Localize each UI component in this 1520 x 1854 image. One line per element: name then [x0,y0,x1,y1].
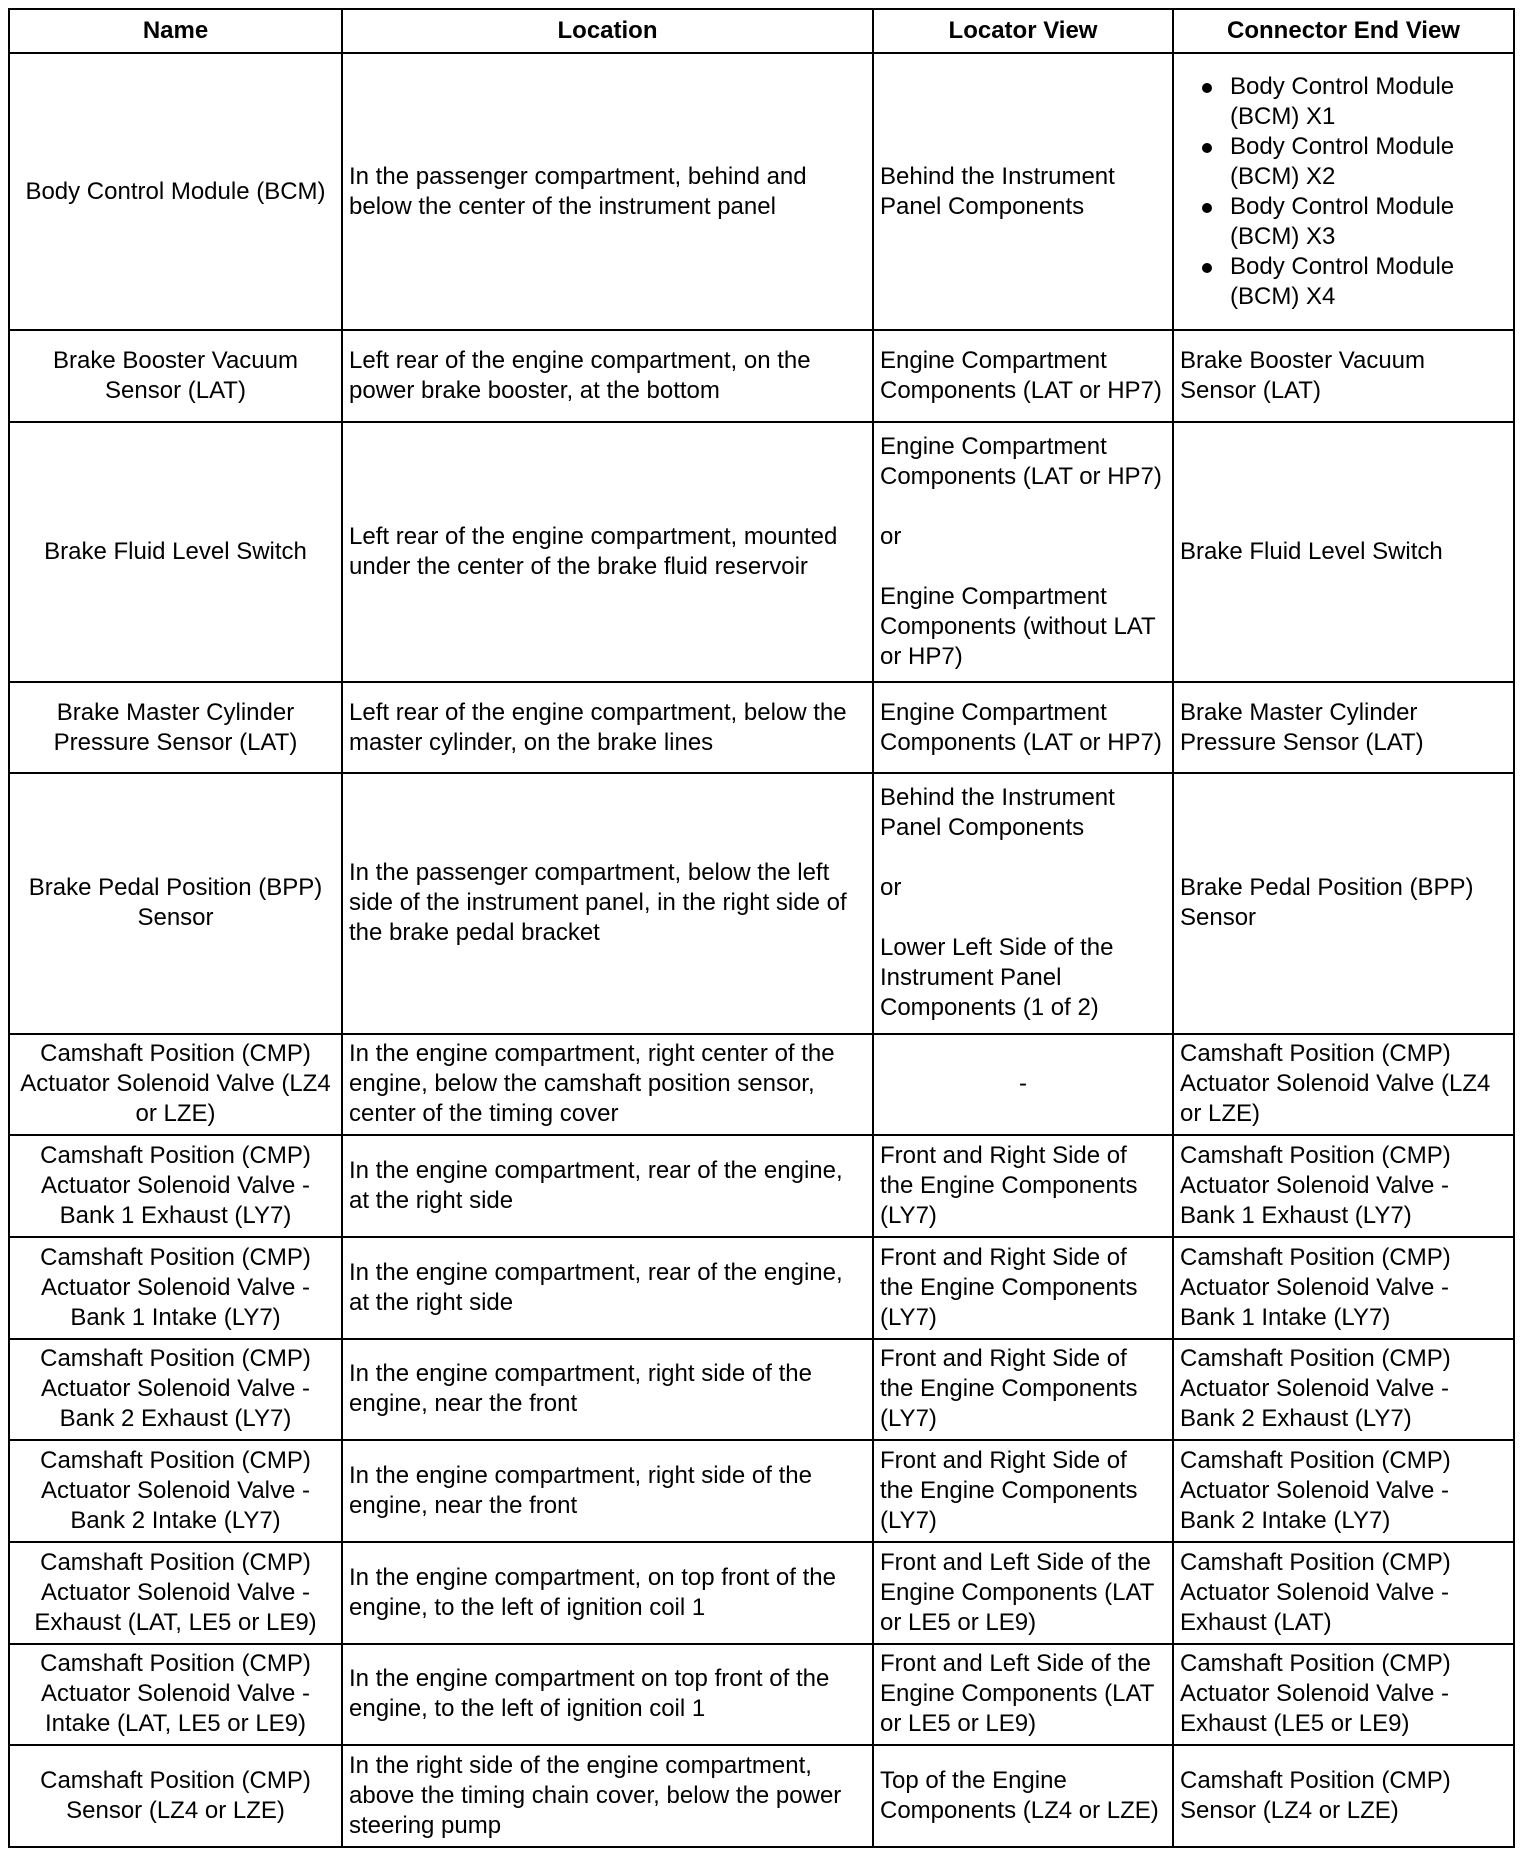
locator-separator: or [880,874,902,902]
locator-link[interactable]: Front and Left Side of the Engine Components (LAT or LE5 or LE9) [880,1548,1154,1636]
cell-name: Camshaft Position (CMP) Actuator Solenoid Valve - Bank 2 Intake (LY7) [9,1440,342,1542]
connector-link[interactable]: Brake Master Cylinder Pressure Sensor (LAT) [1180,698,1424,756]
cell-location: In the engine compartment, right side of the engine, near the front [342,1440,873,1542]
locator-link[interactable]: Front and Right Side of the Engine Components (LY7) [880,1142,1138,1230]
cell-location: In the engine compartment, rear of the engine, at the right side [342,1135,873,1237]
cell-locator-view [873,682,1173,773]
cell-locator-view [873,1745,1173,1847]
cell-location: In the engine compartment, rear of the engine, at the right side [342,1237,873,1339]
table-row [9,1237,1514,1339]
table-row [9,1745,1514,1847]
locator-link[interactable]: Lower Left Side of the Instrument Panel Components (1 of 2) [880,934,1114,1022]
connector-link[interactable]: Camshaft Position (CMP) Actuator Solenoid Valve - Exhaust (LAT) [1180,1548,1451,1636]
cell-name: Brake Pedal Position (BPP) Sensor [9,773,342,1034]
connector-link[interactable]: Brake Booster Vacuum Sensor (LAT) [1180,346,1426,404]
cell-connector-end-view [1173,1542,1514,1644]
connector-link[interactable]: Camshaft Position (CMP) Actuator Solenoid Valve - Bank 1 Exhaust (LY7) [1180,1142,1451,1230]
cell-connector-end-view [1173,773,1514,1034]
header-name: Name [9,9,342,53]
locator-link[interactable]: Engine Compartment Components (LAT or HP7) [880,698,1162,756]
locator-link[interactable]: Front and Right Side of the Engine Components (LY7) [880,1243,1138,1331]
connector-link[interactable]: Camshaft Position (CMP) Actuator Solenoid Valve (LZ4 or LZE) [1180,1040,1491,1128]
header-location: Location [342,9,873,53]
cell-location: In the engine compartment, on top front of the engine, to the left of ignition coil 1 [342,1542,873,1644]
cell-name: Camshaft Position (CMP) Actuator Solenoid Valve - Exhaust (LAT, LE5 or LE9) [9,1542,342,1644]
connector-link[interactable]: Camshaft Position (CMP) Actuator Solenoid Valve - Exhaust (LE5 or LE9) [1180,1650,1451,1738]
table-row [9,1034,1514,1136]
header-locator-view: Locator View [873,9,1173,53]
cell-connector-end-view [1173,53,1514,330]
connector-list-item [1194,192,1507,252]
cell-name: Camshaft Position (CMP) Actuator Solenoid Valve - Bank 1 Intake (LY7) [9,1237,342,1339]
locator-link[interactable]: Front and Right Side of the Engine Components (LY7) [880,1345,1138,1433]
cell-name: Brake Master Cylinder Pressure Sensor (LAT) [9,682,342,773]
cell-connector-end-view [1173,1339,1514,1441]
locator-separator: or [880,522,902,550]
locator-link[interactable]: Behind the Instrument Panel Components [880,162,1115,220]
cell-name: Camshaft Position (CMP) Actuator Solenoid Valve - Intake (LAT, LE5 or LE9) [9,1644,342,1746]
locator-link[interactable]: Engine Compartment Components (without LAT or HP7) [880,582,1156,670]
connector-link[interactable]: Camshaft Position (CMP) Actuator Solenoid Valve - Bank 2 Intake (LY7) [1180,1447,1451,1535]
cell-connector-end-view [1173,1440,1514,1542]
cell-locator-view [873,422,1173,683]
cell-name: Brake Fluid Level Switch [9,422,342,683]
cell-connector-end-view [1173,682,1514,773]
connector-link[interactable]: Camshaft Position (CMP) Actuator Solenoid Valve - Bank 2 Exhaust (LY7) [1180,1345,1451,1433]
connector-list [1180,72,1507,312]
cell-location: In the engine compartment, right center of the engine, below the camshaft position sensor, center of the timing cover [342,1034,873,1136]
cell-locator-view [873,773,1173,1034]
cell-location: In the engine compartment on top front of the engine, to the left of ignition coil 1 [342,1644,873,1746]
locator-link[interactable]: Front and Right Side of the Engine Components (LY7) [880,1447,1138,1535]
connector-link[interactable]: Brake Pedal Position (BPP) Sensor [1180,874,1474,932]
cell-name: Brake Booster Vacuum Sensor (LAT) [9,330,342,421]
table-row [9,1339,1514,1441]
table-row [9,422,1514,683]
cell-locator-view [873,1644,1173,1746]
connector-link[interactable]: Body Control Module (BCM) X4 [1230,252,1455,310]
cell-connector-end-view [1173,1745,1514,1847]
bullet-icon [1202,83,1212,93]
cell-location: In the right side of the engine compartment, above the timing chain cover, below the power steering pump [342,1745,873,1847]
cell-location: In the engine compartment, right side of the engine, near the front [342,1339,873,1441]
cell-locator-view [873,53,1173,330]
cell-location: Left rear of the engine compartment, below the master cylinder, on the brake lines [342,682,873,773]
locator-link[interactable]: Front and Left Side of the Engine Components (LAT or LE5 or LE9) [880,1650,1154,1738]
cell-connector-end-view [1173,422,1514,683]
cell-locator-view [873,330,1173,421]
cell-location: Left rear of the engine compartment, mounted under the center of the brake fluid reservoir [342,422,873,683]
connector-link[interactable]: Brake Fluid Level Switch [1180,537,1443,565]
bullet-icon [1202,203,1212,213]
cell-location: In the passenger compartment, behind and below the center of the instrument panel [342,53,873,330]
locator-link[interactable]: Engine Compartment Components (LAT or HP7) [880,346,1162,404]
locator-link[interactable]: Top of the Engine Components (LZ4 or LZE) [880,1767,1159,1825]
table-row [9,330,1514,421]
cell-connector-end-view [1173,1135,1514,1237]
bullet-icon [1202,263,1212,273]
component-locator-table [8,8,1515,1848]
connector-link[interactable]: Camshaft Position (CMP) Sensor (LZ4 or LZE) [1180,1767,1451,1825]
table-row [9,682,1514,773]
table-row [9,1135,1514,1237]
cell-name: Body Control Module (BCM) [9,53,342,330]
connector-link[interactable]: Body Control Module (BCM) X2 [1230,132,1455,190]
cell-locator-view [873,1339,1173,1441]
table-row [9,53,1514,330]
cell-location: In the passenger compartment, below the left side of the instrument panel, in the right side of the brake pedal bracket [342,773,873,1034]
locator-link[interactable]: Engine Compartment Components (LAT or HP7) [880,432,1162,490]
cell-locator-view [873,1135,1173,1237]
cell-locator-view [873,1542,1173,1644]
header-row [9,9,1514,53]
bullet-icon [1202,143,1212,153]
cell-name: Camshaft Position (CMP) Actuator Solenoid Valve (LZ4 or LZE) [9,1034,342,1136]
cell-connector-end-view [1173,1644,1514,1746]
cell-locator-view [873,1034,1173,1136]
locator-placeholder: - [1019,1070,1027,1098]
cell-connector-end-view [1173,330,1514,421]
cell-name: Camshaft Position (CMP) Actuator Solenoid Valve - Bank 1 Exhaust (LY7) [9,1135,342,1237]
connector-link[interactable]: Body Control Module (BCM) X1 [1230,72,1455,130]
locator-link[interactable]: Behind the Instrument Panel Components [880,784,1115,842]
table-row [9,1440,1514,1542]
cell-name: Camshaft Position (CMP) Actuator Solenoid Valve - Bank 2 Exhaust (LY7) [9,1339,342,1441]
cell-location: Left rear of the engine compartment, on the power brake booster, at the bottom [342,330,873,421]
table-row [9,1644,1514,1746]
header-connector-end-view: Connector End View [1173,9,1514,53]
connector-list-item [1194,132,1507,192]
table-row [9,773,1514,1034]
connector-list-item [1194,72,1507,132]
cell-name: Camshaft Position (CMP) Sensor (LZ4 or LZE) [9,1745,342,1847]
cell-connector-end-view [1173,1034,1514,1136]
cell-locator-view [873,1440,1173,1542]
cell-connector-end-view [1173,1237,1514,1339]
connector-link[interactable]: Camshaft Position (CMP) Actuator Solenoid Valve - Bank 1 Intake (LY7) [1180,1243,1451,1331]
connector-list-item [1194,252,1507,312]
table-row [9,1542,1514,1644]
cell-locator-view [873,1237,1173,1339]
connector-link[interactable]: Body Control Module (BCM) X3 [1230,192,1455,250]
